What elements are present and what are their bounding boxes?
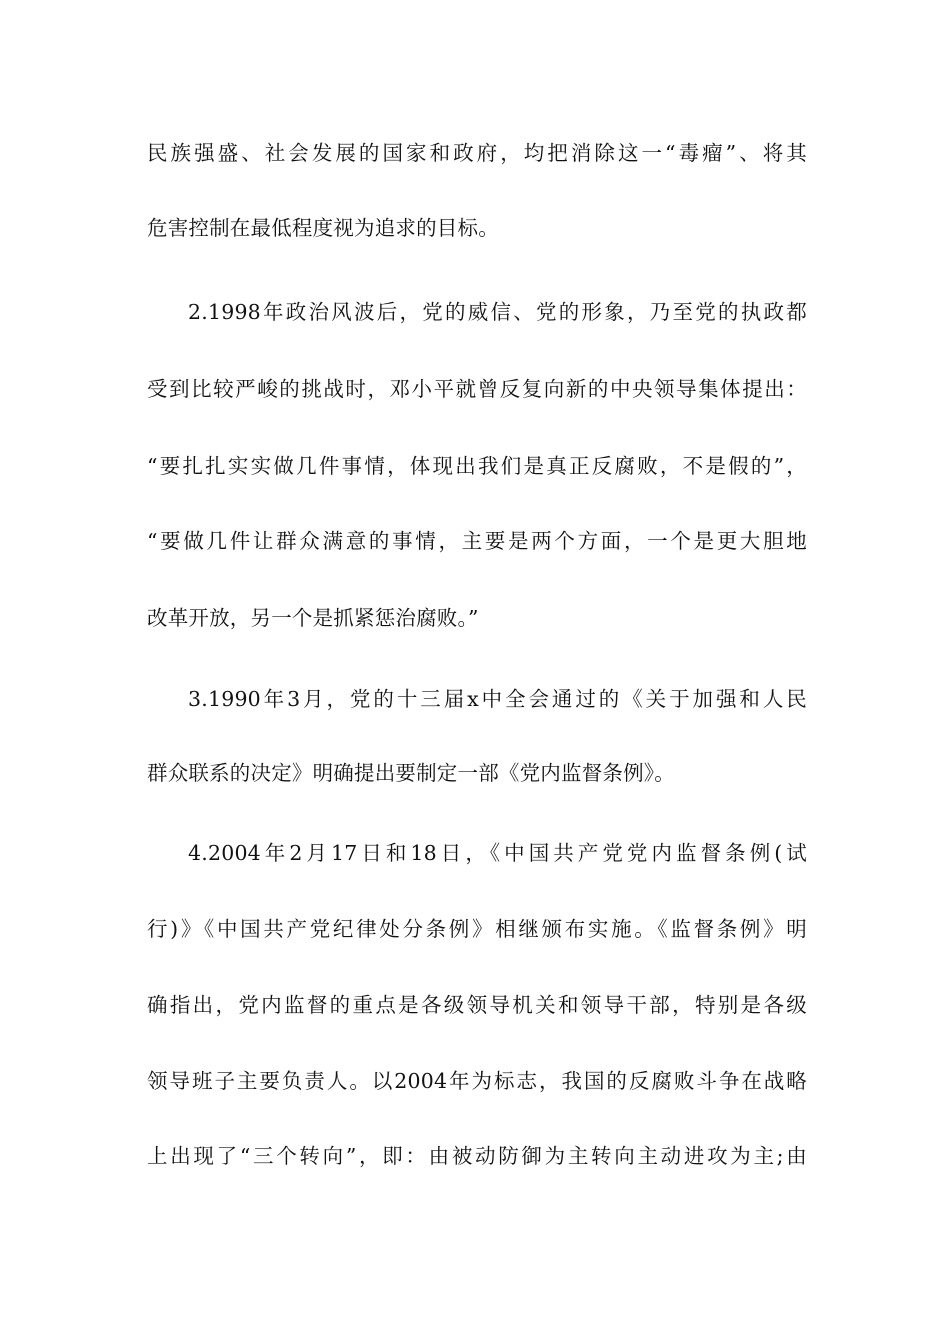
text-line: 危害控制在最低程度视为追求的目标。 [147, 216, 499, 240]
text-line: 2.1998年政治风波后，党的威信、党的形象，乃至党的执政都 [188, 300, 807, 324]
text-line: 行)》《中国共产党纪律处分条例》相继颁布实施。《监督条例》明 [147, 917, 807, 941]
text-line: 民族强盛、社会发展的国家和政府，均把消除这一“毒瘤”、将其 [147, 141, 807, 165]
text-line: 领导班子主要负责人。以2004年为标志，我国的反腐败斗争在战略 [147, 1069, 807, 1093]
text-line: “要做几件让群众满意的事情，主要是两个方面，一个是更大胆地 [147, 529, 807, 553]
text-line: 上出现了“三个转向”，即：由被动防御为主转向主动进攻为主;由 [147, 1144, 807, 1168]
text-line: 群众联系的决定》明确提出要制定一部《党内监督条例》。 [147, 761, 675, 785]
text-line: 受到比较严峻的挑战时，邓小平就曾反复向新的中央领导集体提出： [147, 377, 807, 401]
text-line: “要扎扎实实做几件事情，体现出我们是真正反腐败，不是假的”， [147, 454, 807, 478]
text-line: 4.2004年2月17日和18日，《中国共产党党内监督条例(试 [188, 841, 807, 865]
text-line: 确指出，党内监督的重点是各级领导机关和领导干部，特别是各级 [147, 993, 807, 1017]
text-line: 3.1990年3月，党的十三届x中全会通过的《关于加强和人民 [188, 687, 807, 711]
text-line: 改革开放，另一个是抓紧惩治腐败。” [147, 606, 479, 630]
